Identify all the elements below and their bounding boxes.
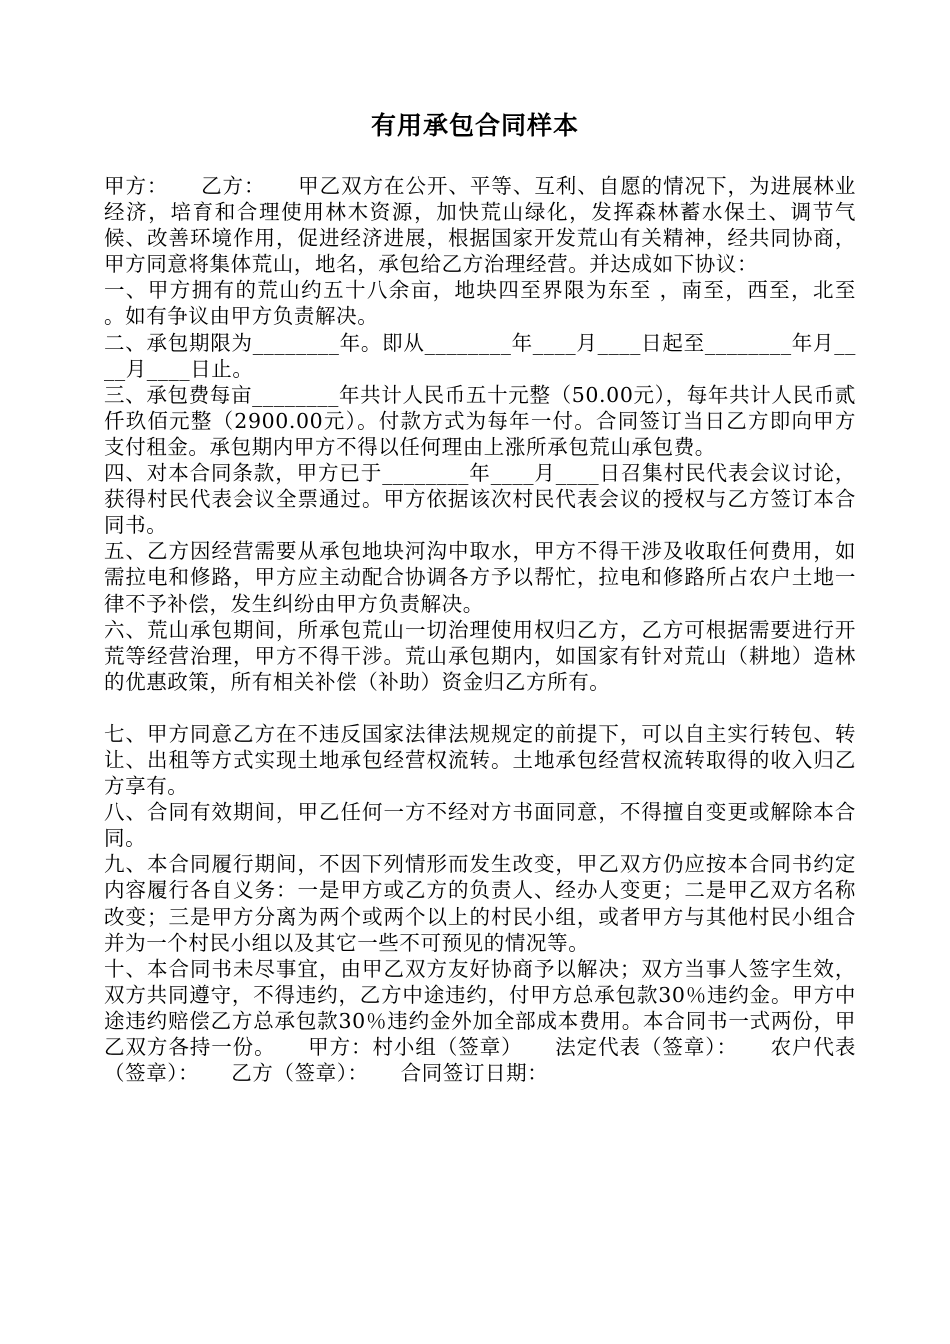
paragraph-clause-2: 二、承包期限为________年。即从________年____月____日起至________年月____月____日止。 (104, 330, 856, 381)
document-title: 有用承包合同样本 (370, 111, 579, 140)
paragraph-clause-9: 九、本合同履行期间，不因下列情形而发生改变，甲乙双方仍应按本合同书约定内容履行各自义务：一是甲方或乙方的负责人、经办人变更；二是甲乙双方名称改变；三是甲方分离为两个或两个以上的村民小组，或者甲方与其他村民小组合并为一个村民小组以及其它一些不可预见的情况等。 (104, 852, 856, 955)
paragraph-intro: 甲方： 乙方： 甲乙双方在公开、平等、互利、自愿的情况下，为进展林业经济，培育和合理使用林木资源，加快荒山绿化，发挥森林蓄水保土、调节气候、改善环境作用，促进经济进展，根据国家开发荒山有关精神，经共同协商，甲方同意将集体荒山，地名，承包给乙方治理经营。并达成如下协议： (104, 174, 856, 277)
paragraph-clause-8: 八、合同有效期间，甲乙任何一方不经对方书面同意，不得擅自变更或解除本合同。 (104, 800, 856, 851)
paragraph-clause-6: 六、荒山承包期间，所承包荒山一切治理使用权归乙方，乙方可根据需要进行开荒等经营治理，甲方不得干涉。荒山承包期内，如国家有针对荒山（耕地）造林的优惠政策，所有相关补偿（补助）资金归乙方所有。 (104, 617, 856, 694)
paragraph-clause-1: 一、甲方拥有的荒山约五十八余亩，地块四至界限为东至 ，南至，西至，北至 。如有争议由甲方负责解决。 (104, 278, 864, 329)
paragraph-clause-4: 四、对本合同条款，甲方已于________年____月____日召集村民代表会议讨论，获得村民代表会议全票通过。甲方依据该次村民代表会议的授权与乙方签订本合同书。 (104, 461, 856, 538)
paragraph-clause-7: 七、甲方同意乙方在不违反国家法律法规规定的前提下，可以自主实行转包、转让、出租等方式实现土地承包经营权流转。土地承包经营权流转取得的收入归乙方享有。 (104, 721, 856, 799)
paragraph-clause-5: 五、乙方因经营需要从承包地块河沟中取水，甲方不得干涉及收取任何费用，如需拉电和修路，甲方应主动配合协调各方予以帮忙，拉电和修路所占农户土地一律不予补偿，发生纠纷由甲方负责解决。 (104, 539, 856, 616)
document-body (104, 173, 864, 1086)
paragraph-clause-3: 三、承包费每亩________年共计人民币五十元整（50.00元），每年共计人民币贰仟玖佰元整（2900.00元）。付款方式为每年一付。合同签订当日乙方即向甲方支付租金。承包期内甲方不得以任何理由上涨所承包荒山承包费。 (104, 382, 856, 459)
paragraph-clause-10-signatures: 十、本合同书未尽事宜，由甲乙双方友好协商予以解决；双方当事人签字生效，双方共同遵守，不得违约，乙方中途违约，付甲方总承包款30％违约金。甲方中途违约赔偿乙方总承包款30％违约金外加全部成本费用。本合同书一式两份，甲乙双方各持一份。 甲方：村小组（签章） 法定代表（签章）： 农户代表（签章）： 乙方（签章）： 合同签订日期： (104, 956, 856, 1086)
